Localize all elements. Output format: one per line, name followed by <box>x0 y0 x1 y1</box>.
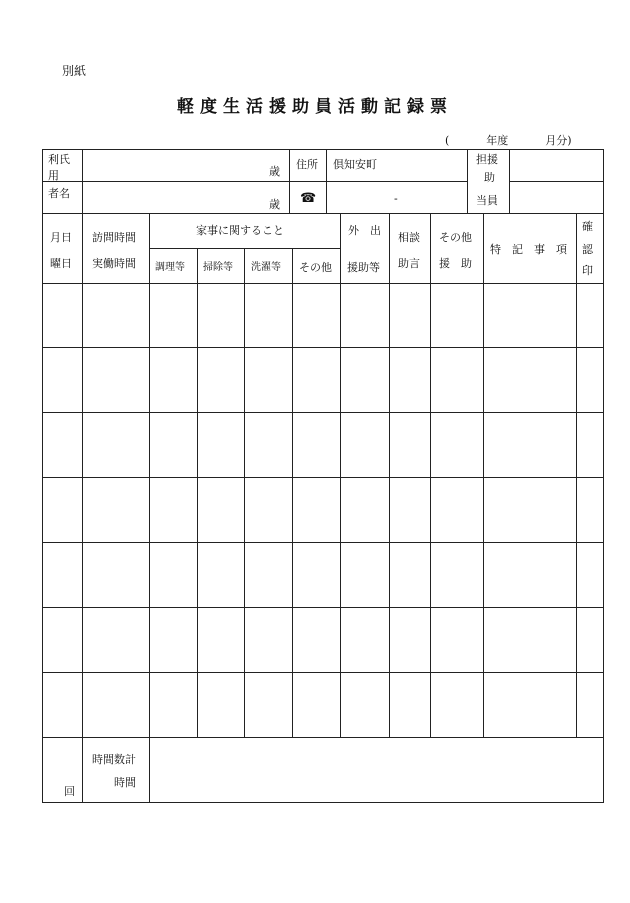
header-confirm-2: 認 <box>582 243 593 256</box>
address-label: 住所 <box>296 158 318 171</box>
header-work-time: 実働時間 <box>92 257 136 270</box>
age-label-1: 歳 <box>269 165 280 178</box>
header-outing-1: 外 出 <box>348 224 381 237</box>
address-value[interactable]: 倶知安町 <box>333 158 377 171</box>
header-visit-time: 訪問時間 <box>92 231 136 244</box>
header-date-1: 月日 <box>50 231 72 244</box>
user-name-label-3: 者名 <box>48 187 70 200</box>
period-year-label: 年度 <box>486 134 509 147</box>
header-laundry: 洗濯等 <box>251 262 281 273</box>
footer-hours-unit: 時間 <box>114 776 136 789</box>
footer-times-unit: 回 <box>64 785 75 798</box>
header-cleaning: 掃除等 <box>203 262 233 273</box>
header-housework-group: 家事に関すること <box>196 224 284 237</box>
user-name-field-1[interactable] <box>83 155 288 181</box>
attachment-label: 別紙 <box>62 64 87 78</box>
header-remarks: 特 記 事 項 <box>490 243 567 256</box>
age-label-2: 歳 <box>269 198 280 211</box>
period-month-label: 月分) <box>545 134 572 147</box>
header-confirm-1: 確 <box>582 220 593 233</box>
form-title: 軽度生活援助員活動記録票 <box>177 97 453 117</box>
phone-value[interactable]: - <box>394 192 398 205</box>
staff-label-3: 当員 <box>476 194 498 207</box>
header-other-support-1: その他 <box>439 231 472 244</box>
footer-total-field[interactable] <box>150 739 602 801</box>
staff-label-2: 助 <box>484 171 495 184</box>
header-cooking: 調理等 <box>155 262 185 273</box>
header-outing-2: 援助等 <box>347 261 380 274</box>
header-confirm-3: 印 <box>582 264 593 277</box>
user-name-label-2: 用 <box>48 169 59 182</box>
period-open: ( <box>445 134 450 147</box>
header-other-housework: その他 <box>299 261 332 274</box>
header-consult-1: 相談 <box>398 231 420 244</box>
user-name-label-1: 利氏 <box>48 153 70 166</box>
header-consult-2: 助言 <box>398 257 420 270</box>
header-date-2: 曜日 <box>50 257 72 270</box>
user-name-field-2[interactable] <box>83 183 288 212</box>
staff-label-1: 担援 <box>476 153 498 166</box>
phone-icon: ☎ <box>300 191 317 206</box>
header-other-support-2: 援 助 <box>439 257 472 270</box>
footer-total-label: 時間数計 <box>92 753 136 766</box>
